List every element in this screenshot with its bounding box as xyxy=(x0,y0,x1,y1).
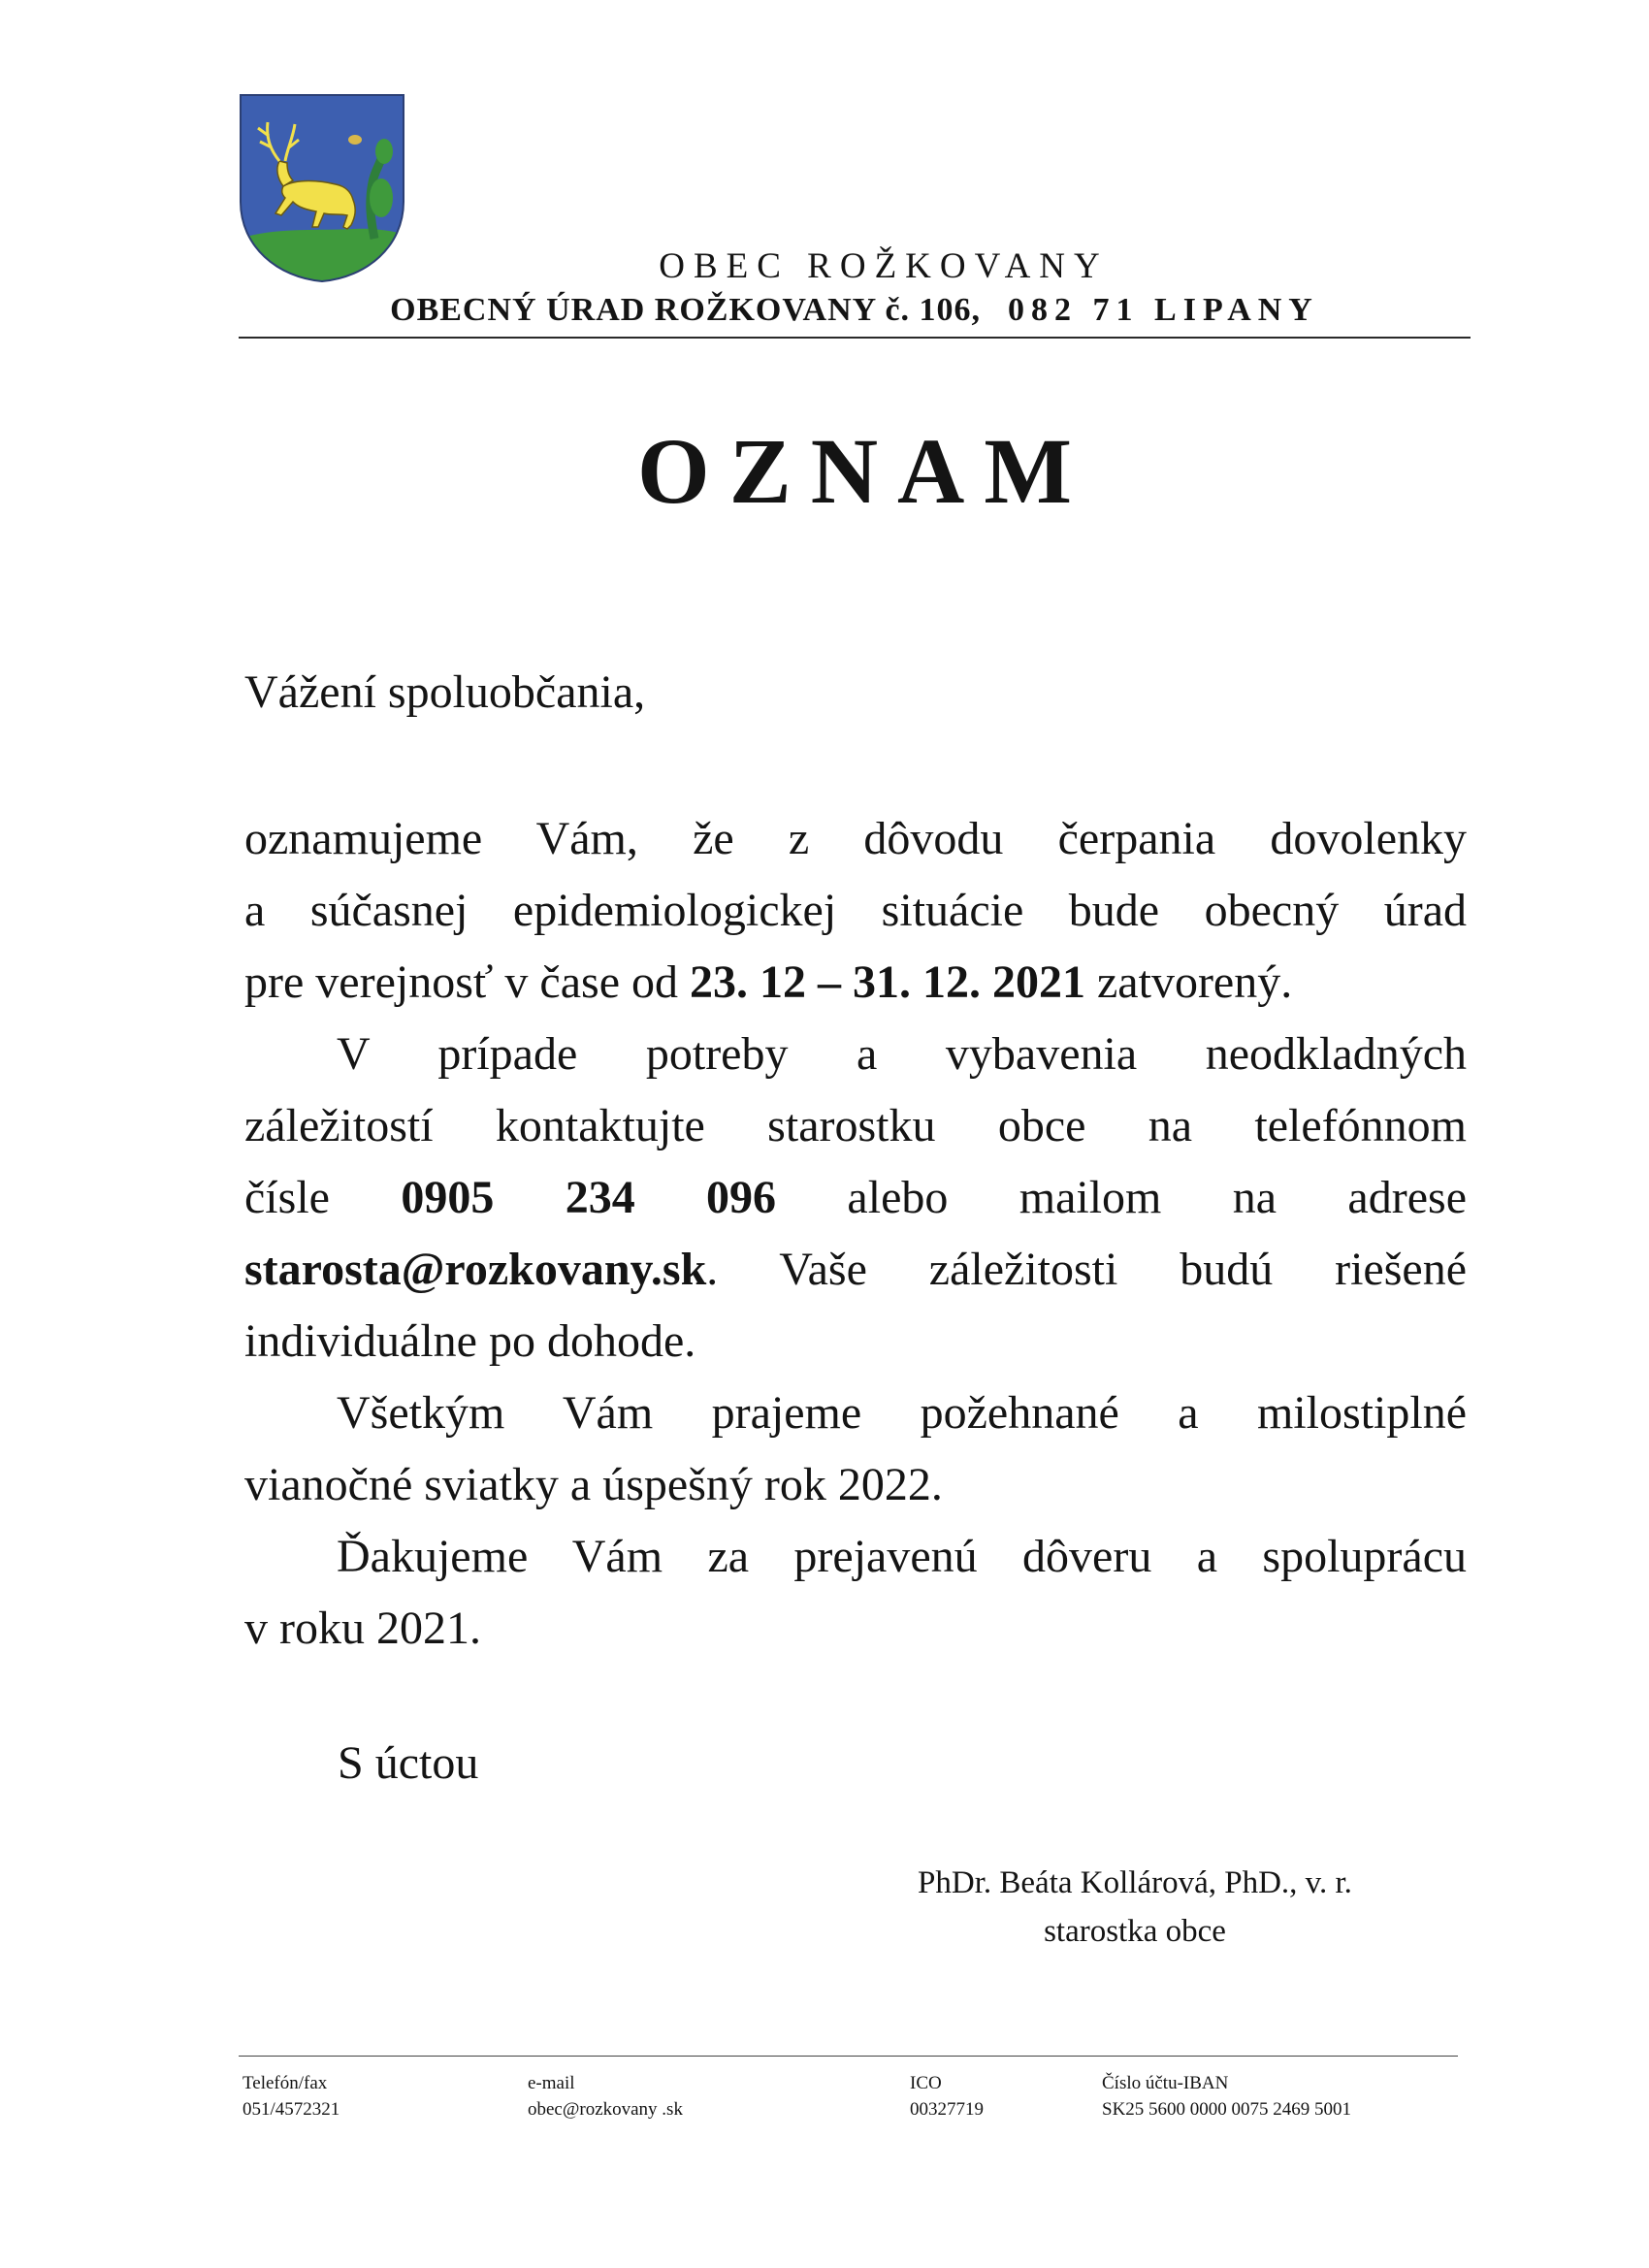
header-divider xyxy=(239,337,1471,339)
closure-dates: 23. 12 – 31. 12. 2021 xyxy=(690,956,1085,1008)
office-address-city: 082 71 LIPANY xyxy=(1008,292,1319,328)
body-line: Ďakujeme Vám za prejavenú dôveru a spoluprácu xyxy=(337,1531,1467,1582)
closing-greeting: S úctou xyxy=(338,1737,479,1789)
footer-ico-value: 00327719 xyxy=(910,2099,984,2120)
body-line xyxy=(244,1234,1467,1306)
bird-figure xyxy=(348,135,362,145)
body-line: Všetkým Vám prajeme požehnané a milostiplné xyxy=(337,1387,1467,1439)
footer-iban xyxy=(1102,2070,1351,2122)
mayor-phone: 0905 234 096 xyxy=(401,1172,777,1223)
signatory-role: starostka obce xyxy=(1044,1914,1226,1949)
footer-iban-value: SK25 5600 0000 0075 2469 5001 xyxy=(1102,2099,1352,2120)
footer-iban-label: Číslo účtu-IBAN xyxy=(1102,2073,1229,2093)
body-line: a súčasnej epidemiologickej situácie bude obecný úrad xyxy=(244,885,1467,936)
footer-ico-label: ICO xyxy=(910,2073,942,2093)
footer-phone-label: Telefón/fax xyxy=(242,2073,328,2093)
footer-email-value: obec@rozkovany .sk xyxy=(528,2099,683,2120)
office-address xyxy=(239,292,1471,329)
body-line: záležitostí kontaktujte starostku obce na telefónnom xyxy=(244,1100,1467,1151)
body-line: oznamujeme Vám, že z dôvodu čerpania dovolenky xyxy=(244,813,1467,864)
salutation: Vážení spoluobčania, xyxy=(244,666,646,718)
signatory-name: PhDr. Beáta Kollárová, PhD., v. r. xyxy=(918,1865,1352,1900)
body-line xyxy=(244,947,1467,1019)
footer-phone-value: 051/4572321 xyxy=(242,2099,340,2120)
body-text: čísle xyxy=(244,1172,402,1223)
office-address-street: OBECNÝ ÚRAD ROŽKOVANY č. 106, xyxy=(390,292,982,328)
signature-block xyxy=(844,1859,1426,1956)
body-line: individuálne po dohode. xyxy=(244,1315,696,1367)
body-line xyxy=(244,1162,1467,1234)
body-line: vianočné sviatky a úspešný rok 2022. xyxy=(244,1459,943,1510)
municipality-name: OBEC ROŽKOVANY xyxy=(659,246,1109,286)
footer-email-label: e-mail xyxy=(528,2073,575,2093)
mayor-email: starosta@rozkovany.sk xyxy=(244,1244,707,1295)
body-line: V prípade potreby a vybavenia neodkladných xyxy=(337,1028,1467,1080)
footer-ico xyxy=(910,2070,984,2122)
body-text: alebo mailom na adrese xyxy=(776,1172,1467,1223)
body-text: zatvorený. xyxy=(1085,956,1293,1008)
tree-foliage xyxy=(370,178,393,217)
notice-title: OZNAM xyxy=(637,419,1091,523)
body-line: v roku 2021. xyxy=(244,1603,481,1654)
footer-phone xyxy=(242,2070,340,2122)
footer-email xyxy=(528,2070,683,2122)
body-text: . Vaše záležitosti budú riešené xyxy=(706,1244,1467,1295)
tree-crown xyxy=(375,139,393,164)
body-text: pre verejnosť v čase od xyxy=(244,956,690,1008)
footer-divider xyxy=(239,2056,1458,2057)
